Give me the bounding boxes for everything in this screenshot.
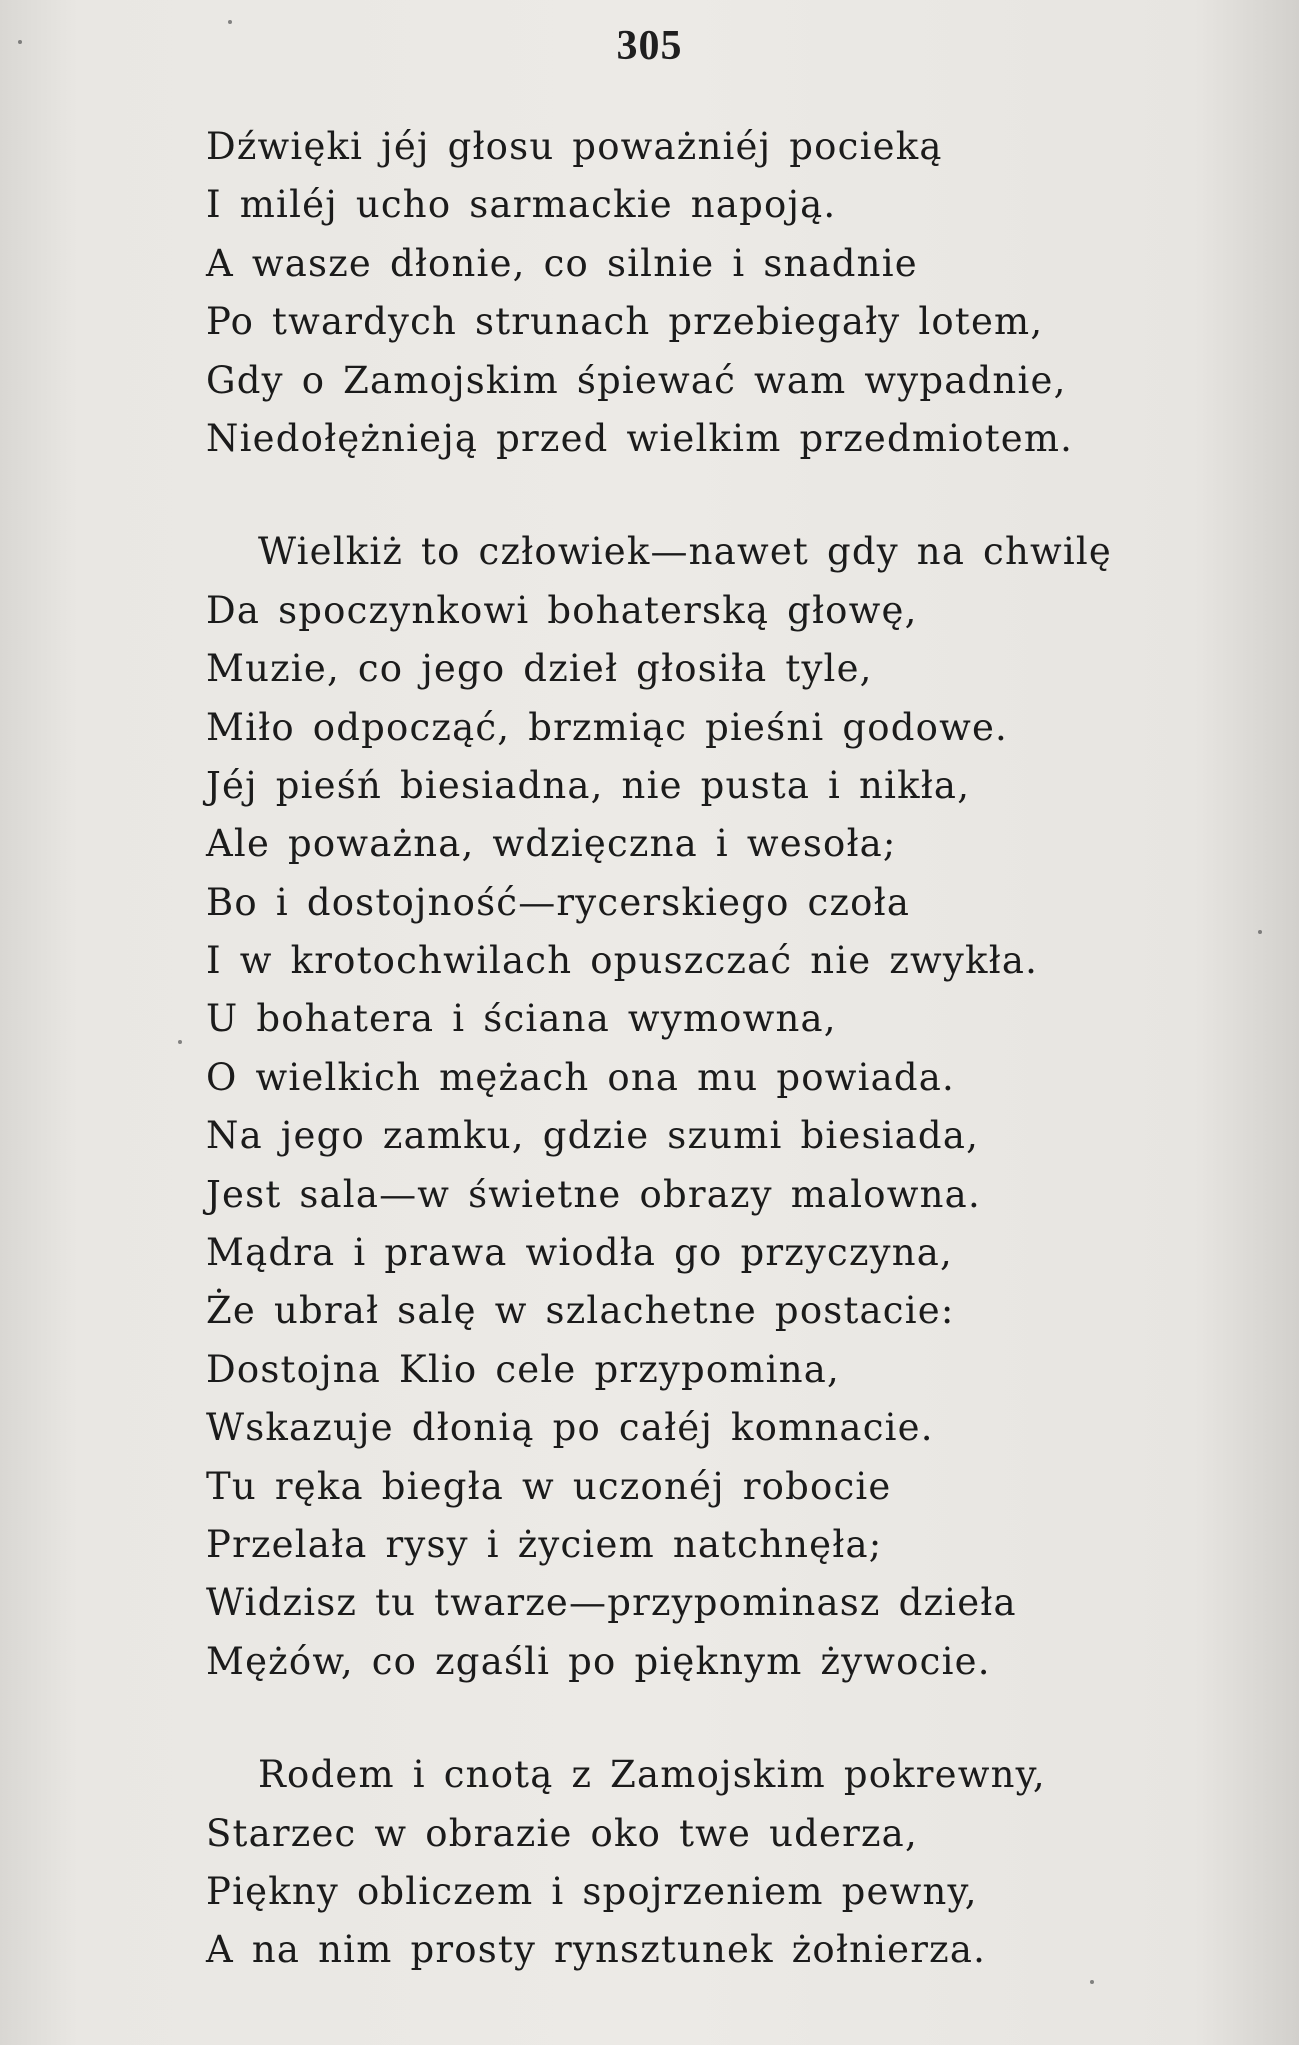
verse-line: Przelała rysy i życiem natchnęła; [206,1522,883,1566]
verse-line: Niedołężnieją przed wielkim przedmiotem. [206,416,1074,460]
verse-line: Jéj pieśń biesiadna, nie pusta i nikła, [206,763,971,807]
stanza [206,523,1266,1691]
verse-line: Mężów, co zgaśli po pięknym żywocie. [206,1639,991,1683]
stanza [206,118,1266,468]
verse-line: Dostojna Klio cele przypomina, [206,1347,840,1391]
verse-line: Na jego zamku, gdzie szumi biesiada, [206,1114,980,1158]
verse-line: I w krotochwilach opuszczać nie zwykła. [206,939,1039,983]
verse-line: Widzisz tu twarze—przypominasz dzieła [206,1581,1017,1625]
verse-line: Bo i dostojność—rycerskiego czoła [206,880,911,924]
verse-line: A wasze dłonie, co silnie i snadnie [206,241,918,285]
verse-line: Mądra i prawa wiodła go przyczyna, [206,1231,953,1275]
verse-line: U bohatera i ściana wymowna, [206,997,837,1041]
verse-line: Że ubrał salę w szlachetne postacie: [206,1289,955,1333]
verse-line: Dźwięki jéj głosu poważniéj pocieką [206,125,943,168]
verse-line: Muzie, co jego dzieł głosiła tyle, [206,647,873,691]
verse-line: A na nim prosty rynsztunek żołnierza. [206,1928,987,1972]
verse-line: Po twardych strunach przebiegały lotem, [206,300,1044,344]
paper-speck [1090,1980,1094,1984]
verse-line: Miło odpocząć, brzmiąc pieśni godowe. [206,705,1008,749]
verse-line: Wskazuje dłonią po całéj komnacie. [206,1406,934,1450]
verse-line: I miléj ucho sarmackie napoją. [206,183,837,227]
paper-speck [1258,930,1262,934]
verse-line: Wielkiż to człowiek—nawet gdy na chwilę [258,530,1113,574]
paper-speck [178,1040,182,1044]
paper-speck [228,20,232,24]
verse-line: Piękny obliczem i spojrzeniem pewny, [206,1869,978,1913]
page-number: 305 [616,23,683,69]
verse-line: Rodem i cnotą z Zamojskim pokrewny, [258,1753,1046,1797]
verse-line: Tu ręka biegła w uczonéj robocie [206,1464,892,1508]
paper-speck [18,40,22,44]
verse-line: Starzec w obrazie oko twe uderza, [206,1811,918,1855]
verse-line: O wielkich mężach ona mu powiada. [206,1055,955,1099]
stanza [206,1746,1266,1980]
verse-line: Gdy o Zamojskim śpiewać wam wypadnie, [206,358,1067,402]
verse-line: Ale poważna, wdzięczna i wesoła; [206,822,897,866]
verse-line: Jest sala—w świetne obrazy malowna. [206,1172,981,1216]
verse-line: Da spoczynkowi bohaterską głowę, [206,588,918,632]
poem-text [206,118,1266,1980]
